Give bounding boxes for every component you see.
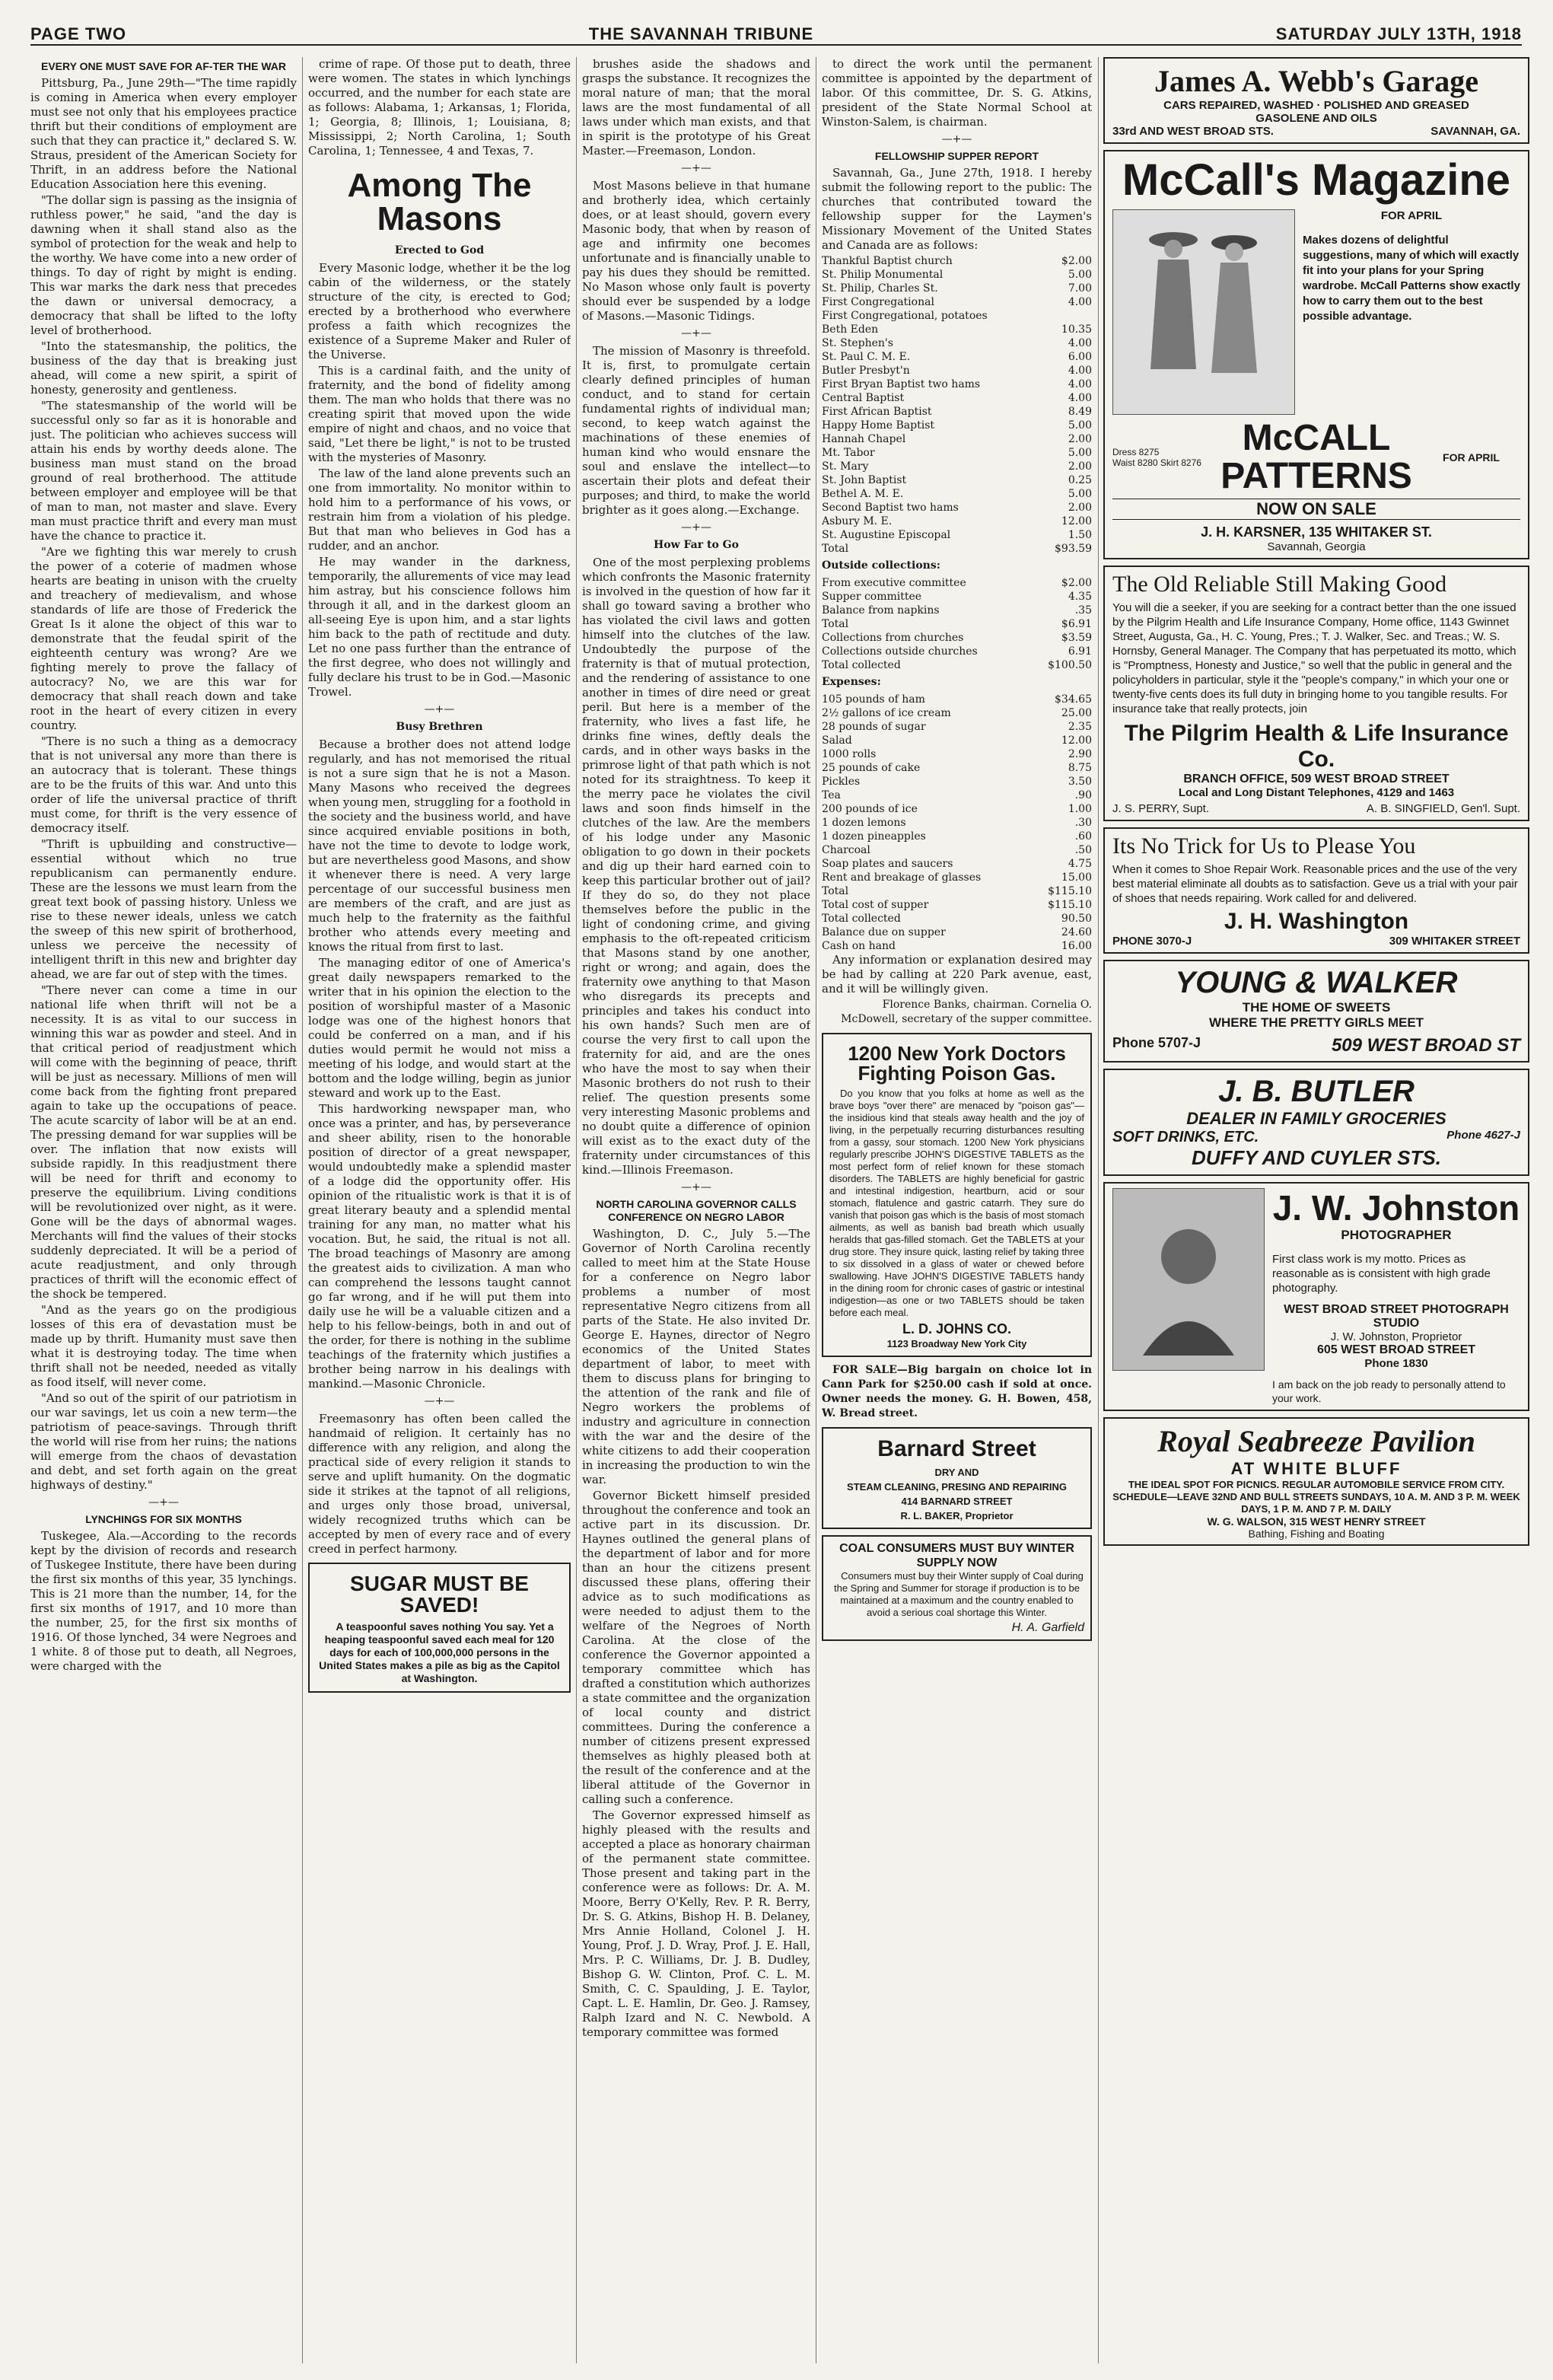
pilgrim-gm: A. B. SINGFIELD, Gen'l. Supt. [1366, 802, 1520, 815]
list-row [822, 391, 1092, 405]
list-item-label: Pickles [822, 776, 861, 788]
list-item-label: 2½ gallons of ice cream [822, 707, 951, 719]
barnard-ad-proprietor: R. L. BAKER, Proprietor [900, 1510, 1014, 1521]
article-paragraph: The law of the land alone prevents such an one from immortality. No monitor within to hold him to a performance of his vows, or restrain him from a violation of his pledge. But that man who believes in God has a rudder, and an anchor. [308, 467, 571, 553]
separator: —+— [681, 162, 711, 174]
list-item-amount: 4.00 [1068, 378, 1092, 390]
pilgrim-ad-text: You will die a seeker, if you are seeking for a contract better than the one issued by the Pilgrim Health and Life Insurance Company, Home office, 1143 Gwinnet Street, Augusta, Ga., H. C. Young, Pres.; T. J. Walker, Sec. and Treas.; W. S. Hornsby, General Manager. The Company that has perpetuated its motto, which is "Promptness, Honesty and Justice," so well that the public in general and the policyholders in particular, style it the "people's company," in which your one or twenty-five cents does its full duty in bringing home to you tangible results. For insurance take that really protects, join [1112, 601, 1516, 715]
article-paragraph: "Into the statesmanship, the politics, the business of the day that is breaking just ahead, will come a new spirit, a spirit of honesty, generosity and gentleness. [30, 339, 297, 397]
page-header [30, 23, 1522, 46]
column-2 [308, 57, 571, 2363]
list-item-amount: .30 [1074, 817, 1092, 829]
article-paragraph: "The statesmanship of the world will be successful only so far as it is honorable and just. The politician who achieves success will attain his ends by worthy deeds alone. The business man must stand on the broad ground of real brotherhood. The attitude between employer and employee will be that of man to man, not master and slave. Every man must practice thrift and every man must have the chance to practice it. [30, 399, 297, 543]
list-row [822, 528, 1092, 542]
list-item-label: Charcoal [822, 844, 870, 856]
johnston-ad-note: I am back on the job ready to personally attend to your work. [1272, 1378, 1506, 1404]
list-item-label: First African Baptist [822, 406, 932, 418]
article-paragraph: brushes aside the shadows and grasps the substance. It recognizes the moral nature of man; that the moral laws are the most fundamental of all laws under which man exists, and that in spirit is the prototype of his Great Master.—Freemason, London. [582, 57, 810, 158]
list-item-label: Total [822, 618, 849, 630]
young-ad-name: YOUNG & WALKER [1175, 966, 1458, 999]
johnston-ad-phone: Phone 1830 [1364, 1357, 1428, 1370]
list-item-amount: 6.91 [1068, 645, 1092, 658]
article-paragraph: "There is no such a thing as a democracy that is not universal any more than there is an autocracy that is tolerant. These things are to be the fruits of this war. And unto this order of life the universal practice of thrift must come, for thrift is the very essence of democracy itself. [30, 734, 297, 835]
list-row [822, 432, 1092, 446]
list-item-amount: 2.00 [1068, 460, 1092, 473]
mccall-patterns-line: McCALL [1242, 418, 1391, 458]
list-item-amount: 6.00 [1068, 351, 1092, 363]
list-row [822, 720, 1092, 734]
list-item-label: Bethel A. M. E. [822, 488, 904, 500]
article-paragraph: Pittsburg, Pa., June 29th—"The time rapidly is coming in America when every employer must see not only that his employees practice thrift but their conditions of employment are such that they can practice it," declared S. W. Straus, president of the American Society for Thrift, in an address before the National Education Association here this evening. [30, 76, 297, 191]
now-on-sale: NOW ON SALE [1112, 499, 1520, 520]
article-paragraph: Freemasonry has often been called the handmaid of religion. It certainly has no difference with any religion, and along the practical side of every religion it stands to serve and uplift humanity. On the dogmatic side it strikes at the tapnot of all religions, and urges only those broad, universal, widely recognized truths which can be accepted by men of every race and of every creed in perfect harmony. [308, 1412, 571, 1556]
list-item-label: St. Augustine Episcopal [822, 529, 951, 541]
list-item-amount: 2.00 [1068, 433, 1092, 445]
list-item-label: Balance from napkins [822, 604, 940, 617]
list-item-label: 200 pounds of ice [822, 803, 918, 815]
list-row [822, 542, 1092, 556]
list-item-amount: 2.35 [1068, 721, 1092, 733]
webb-ad-line: GASOLENE AND OILS [1255, 112, 1377, 125]
butler-ad-phone: Phone 4627-J [1446, 1129, 1520, 1142]
list-item-amount: 10.35 [1061, 323, 1092, 336]
advertisements-column [1103, 57, 1529, 2363]
pilgrim-insurance-ad [1103, 566, 1529, 821]
list-item-amount: 16.00 [1061, 940, 1092, 952]
list-item-amount: 2.00 [1068, 502, 1092, 514]
column-3 [582, 57, 810, 2363]
sugar-ad-headline: SUGAR MUST BE SAVED! [350, 1572, 529, 1617]
list-row [822, 378, 1092, 391]
expense-list [822, 693, 1092, 953]
column-rule [302, 57, 303, 2363]
list-item-label: Soap plates and saucers [822, 858, 953, 870]
article-headline: LYNCHINGS FOR SIX MONTHS [85, 1513, 242, 1525]
list-item-label: Central Baptist [822, 392, 905, 404]
webb-ad-address: 33rd AND WEST BROAD STS. [1112, 125, 1274, 138]
list-item-amount: 5.00 [1068, 488, 1092, 500]
sugar-ad [308, 1563, 571, 1693]
shoe-ad-headline: Its No Trick for Us to Please You [1112, 833, 1416, 859]
article-paragraph: to direct the work until the permanent committee is appointed by the department of labor. Of this committee, Dr. S. G. Atkins, president of the State Normal School at Winston-Salem, is chairman. [822, 57, 1092, 129]
portrait-photo [1112, 1188, 1265, 1371]
pavilion-ad-bathing: Bathing, Fishing and Boating [1248, 1528, 1385, 1540]
article-paragraph: Every Masonic lodge, whether it be the log cabin of the wilderness, or the stately structure of the city, is erected to God; erected by a brotherhood who everwhere profess a faith which recognizes the existence of a Supreme Maker and Ruler of the Universe. [308, 261, 571, 362]
list-row [822, 405, 1092, 419]
list-item-label: Hannah Chapel [822, 433, 906, 445]
list-item-amount: 0.25 [1068, 474, 1092, 486]
pavilion-ad-name: Royal Seabreeze Pavilion [1157, 1424, 1475, 1458]
article-paragraph: This hardworking newspaper man, who once was a printer, and has, by perseverance and sheer ability, risen to the honorable position of director of a great newspaper, would undoubtedly make a splendid master of a lodge did the opportunity offer. His opinion of the ritualistic work is that it is of great literary beauty and a splendid mental training for any man, no matter what his vocation. But, he said, the ritual is not all. The broad teachings of Masonry are among the greatest aids to civilization. A man who can comprehend the lessons taught cannot go far wrong, and if he will put them into daily use he will be a valuable citizen and a help to his fellow-beings, both in and out of the order, for there is nothing in the sublime teachings of the fraternity which justifies a brother being narrow in his dealings with mankind.—Masonic Chronicle. [308, 1102, 571, 1391]
young-ad-phone: Phone 5707-J [1112, 1035, 1201, 1050]
list-row [822, 295, 1092, 309]
shoe-ad-address: 309 WHITAKER STREET [1389, 935, 1520, 948]
article-paragraph: "And as the years go on the prodigious losses of this era of devastation must be made up by thrift. Humanity must save then what it is destroying today. The time when thrift shall not be needed, needed as vitally as food itself, will never come. [30, 1303, 297, 1389]
johnston-ad-studio: WEST BROAD STREET PHOTOGRAPH STUDIO [1284, 1303, 1509, 1330]
list-item-amount: 4.35 [1068, 591, 1092, 603]
list-row [822, 789, 1092, 802]
list-item-label: St. Mary [822, 460, 869, 473]
separator: —+— [941, 133, 972, 145]
article-paragraph: The mission of Masonry is threefold. It is, first, to promulgate certain clearly defined principles of human conduct, and to stand for certain fundamental rights of individual man; second, to keep watch against the machinations of these enemies of human kind who would ensnare the soul and enslave the intellect—to ascertain their plots and defeat their purposes; and third, to make the world brighter as it goes along.—Exchange. [582, 344, 810, 517]
list-row [822, 761, 1092, 775]
list-item-amount: $93.59 [1055, 543, 1092, 555]
doctors-ad-headline: 1200 New York Doctors Fighting Poison Gas. [848, 1042, 1066, 1085]
list-item-amount: 1.50 [1068, 529, 1092, 541]
young-ad-line: THE HOME OF SWEETS [1242, 1000, 1391, 1015]
list-item-amount: $3.59 [1061, 632, 1092, 644]
list-item-label: Salad [822, 734, 852, 747]
barnard-street-ad [822, 1427, 1092, 1529]
list-row [822, 336, 1092, 350]
pavilion-ad [1103, 1417, 1529, 1546]
article-paragraph: The managing editor of one of America's great daily newspapers remarked to the writer that in his opinion the election to the position of worshipful master of a Masonic lodge was one of the highest honors that could be conferred on a man, and if his duties would permit he would not miss a meeting of his lodge, and would start at the bottom and the lodge willing, begin as junior steward and work up to the East. [308, 956, 571, 1100]
mccall-city: Savannah, Georgia [1267, 540, 1366, 553]
article-paragraph: "The dollar sign is passing as the insignia of ruthless power," he said, "and the day is dawning when it shall stand also as the symbol of protection for the weak and help to the worthy. We have come into a new order of things. To day of right by might is ending. This war marks the dark ness that precedes the dawn or universal democracy, a democracy that shall be lifted to the lofty level of brotherhood. [30, 193, 297, 337]
doctors-ad-text: Do you know that you folks at home as well as the brave boys "over there" are menaced by "poison gas"—the insidious kind that steals away health and the joy of living, in the perpetually recurring disturbances resulting from a gassy, sour stomach. 1200 New York physicians regularly prescribe JOHN'S DIGESTIVE TABLETS as the most perfect form of relief known for these stomach disorders. The TABLETS are highly beneficial for gastric and intestinal indigestion, heartburn, acid or sour stomach, flatulence and gastric catarrh. They sure do vanish that poison gas which is the basis of most stomach ailments, as well as banish bad breath which usually heralds that gas-filled stomach. Get the TABLETS at your drug store. They insure quick, lasting relief by taking three to six dissolved in a glass of water or chewed before swallowing. Have JOHN'S DIGESTIVE TABLETS handy in the dining room for chronic cases of gastric or intestinal indigestion—as one or two TABLETS should be taken before each meal. [829, 1088, 1084, 1318]
johnston-ad-address: 605 WEST BROAD STREET [1316, 1343, 1476, 1356]
signature: Florence Banks, chairman. Cornelia O. McDowell, secretary of the supper committee. [841, 999, 1092, 1025]
outside-collection-list [822, 576, 1092, 672]
list-row [822, 802, 1092, 816]
list-row [822, 693, 1092, 706]
list-item-label: Cash on hand [822, 940, 896, 952]
list-item-amount: .60 [1074, 830, 1092, 843]
mccall-ad [1103, 150, 1529, 559]
list-item-label: First Bryan Baptist two hams [822, 378, 981, 390]
list-item-label: Tea [822, 789, 841, 801]
list-item-amount: 25.00 [1061, 707, 1092, 719]
list-row [822, 309, 1092, 323]
pilgrim-ad-headline: The Old Reliable Still Making Good [1112, 572, 1447, 597]
column-1 [30, 57, 297, 2363]
article-paragraph: Savannah, Ga., June 27th, 1918. I hereby submit the following report to the public: The churches that contributed toward the fellowship supper for the Laymen's Missionary Movement of the United States and Canada are as follows: [822, 166, 1092, 252]
list-item-amount: 7.00 [1068, 282, 1092, 295]
webb-ad-line: CARS REPAIRED, WASHED · POLISHED AND GREASED [1163, 99, 1469, 112]
list-row [822, 747, 1092, 761]
barnard-ad-line: DRY AND [934, 1467, 979, 1478]
butler-ad-address: DUFFY AND CUYLER STS. [1192, 1146, 1441, 1169]
barnard-ad-line: STEAM CLEANING, PRESING AND REPAIRING [847, 1481, 1067, 1493]
list-item-amount: $115.10 [1048, 885, 1092, 897]
for-sale-notice: FOR SALE—Big bargain on choice lot in Cann Park for $250.00 cash if sold at once. Owner needs the money. G. H. Bowen, 458, W. Bread street. [822, 1364, 1092, 1419]
list-item-label: St. Stephen's [822, 337, 893, 349]
shoe-ad-name: J. H. Washington [1224, 909, 1409, 934]
list-row [822, 446, 1092, 460]
list-item-amount: 24.60 [1061, 926, 1092, 938]
list-item-label: Second Baptist two hams [822, 502, 959, 514]
coal-ad-text: Consumers must buy their Winter supply of Coal during the Spring and Summer for storage if production is to be maintained at a maximum and the country enabled to avoid a serious coal shortage this Winter. [833, 1570, 1084, 1618]
barnard-ad-name: Barnard Street [877, 1436, 1036, 1461]
list-row [822, 857, 1092, 871]
list-item-amount: $34.65 [1055, 693, 1092, 706]
list-item-label: 1000 rolls [822, 748, 877, 760]
list-item-label: St. Paul C. M. E. [822, 351, 911, 363]
list-item-amount: .50 [1074, 844, 1092, 856]
doctors-ad-address: 1123 Broadway New York City [886, 1338, 1027, 1349]
list-row [822, 604, 1092, 617]
johnston-ad-title: PHOTOGRAPHER [1341, 1228, 1452, 1242]
list-row [822, 871, 1092, 884]
mccall-for-april: FOR APRIL [1380, 209, 1443, 222]
pilgrim-phones: Local and Long Distant Telephones, 4129 and 1463 [1178, 786, 1455, 799]
pavilion-ad-location: AT WHITE BLUFF [1230, 1459, 1402, 1478]
article-paragraph: One of the most perplexing problems which confronts the Masonic fraternity is involved in the question of how far it shall go toward saving a brother who has violated the civil laws and gotten himself into the clutches of the law. Undoubtedly the purpose of the fraternity is that of mutual protection, and the rendering of assistance to one another in times of dire need or great peril. But here is a member of the fraternity, who lives a fast life, he drinks fine wines, deftly deals the cards, and in other ways basks in the primrose light of that path which is not noted for its straightness. To keep it the merry pace he violates the civil laws and soon finds himself in the clutches of the law. Are the members of his lodge under any Masonic obligation to go down in their pockets and dig up their hard earned coin to keep this particular brother out of jail? If they do so, do they not place themselves before the public in the light of condoning crime, and giving emphasis to the oft-repeated criticism that Masons stand by one another, right or wrong; and again, does the fraternity owe anything to that Mason who disregards its precepts and principles and takes his conduct into his own hands? Such men are of course the very first to call upon the fraternity for aid, and are the ones who have the most to say when their Masonic brothers do not rush to their relief. The question presents some very interesting Masonic problems and no doubt quite a difference of opinion will exist as to the exact duty of the fraternity under circumstances of this kind.—Illinois Freemason. [582, 556, 810, 1177]
mccall-dealer: J. H. KARSNER, 135 WHITAKER ST. [1201, 524, 1432, 540]
list-heading: Expenses: [822, 676, 881, 688]
list-item-label: Mt. Tabor [822, 447, 875, 459]
doctors-ad [822, 1033, 1092, 1357]
portrait-icon [1128, 1203, 1249, 1356]
sugar-ad-text: A teaspoonful saves nothing You say. Yet a heaping teaspoonful saved each meal for 120 days for each of 100,000,000 persons in the United States makes a pile as big as the Capitol at Washington. [319, 1620, 560, 1684]
list-item-amount: 15.00 [1061, 871, 1092, 884]
list-item-label: 28 pounds of sugar [822, 721, 926, 733]
butler-ad-line: DEALER IN FAMILY GROCERIES [1186, 1109, 1446, 1128]
johnston-photographer-ad [1103, 1182, 1529, 1411]
list-row [822, 939, 1092, 953]
fashion-illustration [1112, 209, 1295, 415]
webb-garage-ad [1103, 57, 1529, 144]
list-item-label: Total [822, 543, 849, 555]
young-ad-line: WHERE THE PRETTY GIRLS MEET [1208, 1015, 1424, 1030]
butler-ad-name: J. B. BUTLER [1218, 1075, 1415, 1108]
coal-ad-signature: H. A. Garfield [1011, 1621, 1084, 1634]
mccall-ad-title: McCall's Magazine [1122, 155, 1511, 205]
list-item-label: Total collected [822, 659, 901, 671]
list-row [822, 576, 1092, 590]
list-row [822, 658, 1092, 672]
column-4 [822, 57, 1092, 2363]
list-row [822, 473, 1092, 487]
article-paragraph: This is a cardinal faith, and the unity of fraternity, and the bond of fidelity among them. The man who holds that there was no creating spirit that moved upon the wide empire of night and chaos, and no voice that said, "Let there be light," is not to be trusted with the mysteries of Masonry. [308, 364, 571, 464]
list-row [822, 364, 1092, 378]
list-item-amount: 4.00 [1068, 296, 1092, 308]
article-paragraph: Because a brother does not attend lodge regularly, and has not memorised the ritual is not a sure sign that he is not a Mason. Many Masons who received the degrees when young men, struggling for a foothold in the society and the business world, and have since acquired enviable positions in both, have not the time to devote to lodge work, but are nevertheless good Masons, and show it whenever there is need. A very large percentage of our successful business men are members of the craft, and are just as much help to the fraternity as the faithful brother who attends every meeting and knows the ritual from first to last. [308, 738, 571, 954]
list-row [822, 460, 1092, 473]
issue-date: SATURDAY JULY 13TH, 1918 [1275, 24, 1522, 43]
article-subhead: How Far to Go [654, 539, 739, 551]
list-item-label: Total [822, 885, 849, 897]
pilgrim-branch: BRANCH OFFICE, 509 WEST BROAD STREET [1183, 773, 1450, 785]
pavilion-ad-text: THE IDEAL SPOT FOR PICNICS. REGULAR AUTOMOBILE SERVICE FROM CITY. SCHEDULE—LEAVE 32ND AND BULL STREETS SUNDAYS, 10 A. M. AND 3 P. M. WEEK DAYS, 1 P. M. AND 7 P. M. DAILY [1112, 1479, 1520, 1515]
mccall-for-april: FOR APRIL [1443, 451, 1500, 464]
separator: —+— [424, 1395, 455, 1407]
list-item-label: Balance due on supper [822, 926, 946, 938]
list-row [822, 706, 1092, 720]
list-row [822, 268, 1092, 282]
list-row [822, 830, 1092, 843]
list-row [822, 816, 1092, 830]
list-item-amount: 4.00 [1068, 392, 1092, 404]
page-number: PAGE TWO [30, 24, 127, 43]
list-row [822, 645, 1092, 658]
list-item-amount: 4.75 [1068, 858, 1092, 870]
list-item-label: Supper committee [822, 591, 922, 603]
list-item-amount: 5.00 [1068, 269, 1092, 281]
article-paragraph: The Governor expressed himself as highly pleased with the results and accepted a place as honorary chairman of the permanent state committee. Those present and taking part in the conference were as follows: Dr. A. M. Moore, Berry O'Kelly, Rev. P. R. Berry, Dr. S. G. Atkins, Bishop H. B. Delaney, Mrs Annie Holland, Colonel J. H. Young, Prof. J. D. Wray, Prof. J. E. Hall, Mrs. P. C. Williams, Dr. J. B. Dudley, Bishop G. W. Clinton, Prof. C. L. M. Smith, C. C. Spaulding, J. E. Taylor, Capt. L. E. Hamlin, Dr. Geo. J. Ramsey, Ralph Izard and N. C. Newbold. A temporary committee was formed [582, 1808, 810, 2039]
list-item-amount: $100.50 [1048, 659, 1092, 671]
list-item-amount: $2.00 [1061, 577, 1092, 589]
newspaper-title: THE SAVANNAH TRIBUNE [588, 24, 814, 43]
list-row [822, 617, 1092, 631]
list-item-label: Happy Home Baptist [822, 419, 934, 432]
article-paragraph: Any information or explanation desired may be had by calling at 220 Park avenue, east, and it will be willingly given. [822, 953, 1092, 996]
list-item-label: First Congregational [822, 296, 934, 308]
list-item-label: First Congregational, potatoes [822, 310, 988, 322]
list-item-amount: 8.75 [1068, 762, 1092, 774]
coal-ad-headline: COAL CONSUMERS MUST BUY WINTER SUPPLY NOW [839, 1542, 1074, 1569]
list-row [822, 631, 1092, 645]
list-item-amount: 1.00 [1068, 803, 1092, 815]
list-row [822, 282, 1092, 295]
list-item-amount: .35 [1074, 604, 1092, 617]
article-paragraph: Governor Bickett himself presided throughout the conference and took an active part in its discussion. Dr. Haynes outlined the general plans of the department of labor and for more than an hour the citizens present discussed these plans, offering their advice as to such modifications as were needed to adjust them to the welfare of the Negroes of North Carolina. At the close of the conference the Governor appointed a temporary committee which has drafted a constitution which authorizes a state committee and the organization of local county and district committees. During the conference a number of citizens present expressed themselves as highly pleased both at the result of the conference and at the liberal attitude of the Governor in calling such a conference. [582, 1489, 810, 1806]
shoe-ad-phone: PHONE 3070-J [1112, 935, 1192, 948]
list-item-label: Thankful Baptist church [822, 255, 953, 267]
article-paragraph: Washington, D. C., July 5.—The Governor of North Carolina recently called to meet him at the State House for a conference on Negro labor problems a number of most representative Negro citizens from all parts of the State. He also invited Dr. George E. Haynes, director of Negro economics of the United States department of labor, to meet with them to discuss plans for bringing to the attention of the rank and file of Negro workers the problems of industry and agriculture in connection with the war and the desire of the white citizens to add their cooperation in increasing the production to win the war. [582, 1227, 810, 1486]
list-row [822, 926, 1092, 939]
list-row [822, 843, 1092, 857]
butler-ad [1103, 1069, 1529, 1176]
young-walker-ad [1103, 960, 1529, 1063]
coal-ad [822, 1535, 1092, 1641]
list-item-amount: 4.00 [1068, 337, 1092, 349]
johnston-ad-proprietor: J. W. Johnston, Proprietor [1330, 1330, 1462, 1343]
list-item-amount: 8.49 [1068, 406, 1092, 418]
list-row [822, 898, 1092, 912]
article-paragraph: He may wander in the darkness, temporarily, the allurements of vice may lead him astray, but his conscience follows him through it all, and in the darkest gloom an all-seeing Eye is upon him, and a star lights him back to the path of rectitude and duty. Let no one pass further than the entrance of the first degree, who does not willingly and fully declare his trust to be in God.—Masonic Trowel. [308, 555, 571, 699]
doctors-ad-maker: L. D. JOHNS CO. [902, 1321, 1011, 1337]
list-item-amount: 12.00 [1061, 734, 1092, 747]
waist-number: Waist 8280 Skirt 8276 [1112, 457, 1201, 468]
list-item-amount: 3.50 [1068, 776, 1092, 788]
section-headline: Among The Masons [347, 167, 532, 237]
article-paragraph: Most Masons believe in that humane and brotherly idea, which certainly does, or at least should, govern every Masonic body, that when by reason of age and infirmity one becomes unfortunate and is financially unable to pay his dues they should be remitted. No Mason whose only fault is poverty should ever be suspended by a lodge of Masons.—Masonic Tidings. [582, 179, 810, 323]
list-item-amount: $2.00 [1061, 255, 1092, 267]
dress-figures-icon [1128, 217, 1280, 407]
list-item-amount: 12.00 [1061, 515, 1092, 527]
list-item-amount: 4.00 [1068, 365, 1092, 377]
article-paragraph: "Thrift is upbuilding and constructive—essential without which no true republicanism can permanently endure. These are the lessons we must learn from the great text book of passing history. Unless we rise to these newer ideals, unless we catch the sweep of this new spirit of brotherhood, unless we perceive the necessity of intelligent thrift in this new and brighter day ahead, we are far out of step with the times. [30, 837, 297, 981]
pilgrim-ad-name: The Pilgrim Health & Life Insurance Co. [1124, 721, 1509, 772]
list-item-label: St. Philip, Charles St. [822, 282, 938, 295]
list-row [822, 515, 1092, 528]
list-row [822, 884, 1092, 898]
mccall-ad-copy: Makes dozens of delightful suggestions, many of which will exactly fit into your plans for your Spring wardrobe. McCall Patterns show exactly how to carry them out to the best possible advantage. [1303, 234, 1520, 323]
column-rule [576, 57, 577, 2363]
separator: —+— [681, 521, 711, 534]
list-item-label: 1 dozen pineapples [822, 830, 926, 843]
young-ad-address: 509 WEST BROAD ST [1331, 1035, 1520, 1056]
johnston-ad-motto: First class work is my motto. Prices as reasonable as is consistent with high grade photography. [1272, 1253, 1491, 1295]
article-subhead: Erected to God [394, 244, 485, 256]
separator: —+— [681, 1181, 711, 1193]
list-row [822, 254, 1092, 268]
list-item-label: 105 pounds of ham [822, 693, 925, 706]
article-paragraph: Tuskegee, Ala.—According to the records kept by the division of records and research of Tuskegee Institute, there have been during the first six months of this year, 35 lynchings. This is 21 more than the number, 14, for the first six months of 1917, and 10 more than the number, 25, for the first six months of 1916. Of those lynched, 34 were Negroes and 1 white. 8 of those put to death, all Negroes, were charged with the [30, 1529, 297, 1673]
pavilion-ad-owner: W. G. WALSON, 315 WEST HENRY STREET [1207, 1515, 1426, 1528]
separator: —+— [424, 703, 455, 715]
article-paragraph: crime of rape. Of those put to death, three were women. The states in which lynchings occurred, and the number for each state are as follows: Alabama, 1; Arkansas, 1; Florida, 1; Georgia, 8; Illinois, 1; Louisiana, 8; Mississippi, 2; North Carolina, 1; South Carolina, 1; Tennessee, 4 and Texas, 7. [308, 57, 571, 158]
article-subhead: Busy Brethren [396, 721, 483, 733]
list-item-label: Total cost of supper [822, 899, 929, 911]
article-headline: FELLOWSHIP SUPPER REPORT [874, 150, 1039, 162]
list-item-amount: 2.90 [1068, 748, 1092, 760]
article-headline: NORTH CAROLINA GOVERNOR CALLS CONFERENCE ON NEGRO LABOR [596, 1198, 797, 1223]
mccall-patterns-line: PATTERNS [1220, 456, 1412, 496]
butler-ad-line: SOFT DRINKS, ETC. [1112, 1129, 1259, 1145]
list-row [822, 912, 1092, 926]
list-item-label: Beth Eden [822, 323, 879, 336]
list-row [822, 734, 1092, 747]
list-item-label: 1 dozen lemons [822, 817, 906, 829]
list-heading: Outside collections: [822, 559, 940, 572]
list-item-amount: $6.91 [1061, 618, 1092, 630]
barnard-ad-address: 414 BARNARD STREET [901, 1496, 1013, 1507]
article-paragraph: "Are we fighting this war merely to crush the power of a coterie of madmen whose hearts are beating in unison with the cruelty and treachery of medievalism, and whose standards of life are those of Frederick the Great Is it alone the object of this war to demonstrate that the feudal spirit of the eighteenth century was wrong? Are we fighting merely to prove the fallacy of autocracy? No, we are this war for democracy that shall reach down and take root in the heart of every citizen in every country. [30, 545, 297, 732]
list-item-label: Collections outside churches [822, 645, 978, 658]
list-item-amount: $115.10 [1048, 899, 1092, 911]
list-item-amount: .90 [1074, 789, 1092, 801]
separator: —+— [681, 327, 711, 339]
column-rule [1098, 57, 1099, 2363]
list-row [822, 487, 1092, 501]
shoe-ad-text: When it comes to Shoe Repair Work. Reasonable prices and the use of the very best material eliminate all doubts as to satisfaction. Geve us a trial with your pair of shoes that needs repairing. Work called for and delivered. [1112, 863, 1518, 905]
article-paragraph: "There never can come a time in our national life when thrift will not be a necessity. It is as vital to our success in winning this war as powder and steel. And in that critical period of readjustment which will come with the beginning of peace, thrift will be just as necessary. Millions of men will come back from the fighting front prepared again to take up the occupations of peace. The acute scarcity of labor will be at an end. The pressing demand for war supplies will be over. The inflation that now exists will subside rapidly. In this readjustment there will be need for thrift and economy to preserve the equilibrium. Living conditions will be revolutionized over night, as it were. Gone will be the days of abnormal wages. Merchants will find the values of their stocks suddenly depreciated. It will be a period of acute readjustment, and only through practices of thrift will the economic effect of the shock be tempered. [30, 983, 297, 1301]
johnston-ad-name: J. W. Johnston [1272, 1188, 1520, 1228]
list-item-label: Asbury M. E. [822, 515, 893, 527]
list-row [822, 419, 1092, 432]
list-item-label: Rent and breakage of glasses [822, 871, 982, 884]
list-row [822, 501, 1092, 515]
list-item-label: Total collected [822, 913, 901, 925]
dress-number: Dress 8275 [1112, 447, 1160, 457]
article-headline: EVERY ONE MUST SAVE FOR AF-TER THE WAR [40, 60, 287, 72]
list-item-amount: 90.50 [1061, 913, 1092, 925]
list-item-label: Collections from churches [822, 632, 964, 644]
webb-ad-name: James A. Webb's Garage [1154, 64, 1478, 98]
list-item-label: 25 pounds of cake [822, 762, 921, 774]
list-item-label: St. John Baptist [822, 474, 907, 486]
church-contribution-list [822, 254, 1092, 556]
pilgrim-supt: J. S. PERRY, Supt. [1112, 802, 1210, 815]
list-item-label: Butler Presbyt'n [822, 365, 910, 377]
list-item-amount: 5.00 [1068, 447, 1092, 459]
separator: —+— [148, 1496, 179, 1509]
list-item-amount: 5.00 [1068, 419, 1092, 432]
list-row [822, 350, 1092, 364]
list-item-label: From executive committee [822, 577, 966, 589]
webb-ad-city: SAVANNAH, GA. [1430, 125, 1520, 138]
article-paragraph: "And so out of the spirit of our patriotism in our war savings, let us coin a new term—the patriotism of peace-savings. Through thrift the world will rise from her ruins; the nations will emerge from the chaos of devastation and debt, and set forth again on the great highways of destiny." [30, 1391, 297, 1492]
shoe-repair-ad [1103, 827, 1529, 954]
list-row [822, 775, 1092, 789]
list-row [822, 323, 1092, 336]
list-row [822, 590, 1092, 604]
list-item-label: St. Philip Monumental [822, 269, 944, 281]
